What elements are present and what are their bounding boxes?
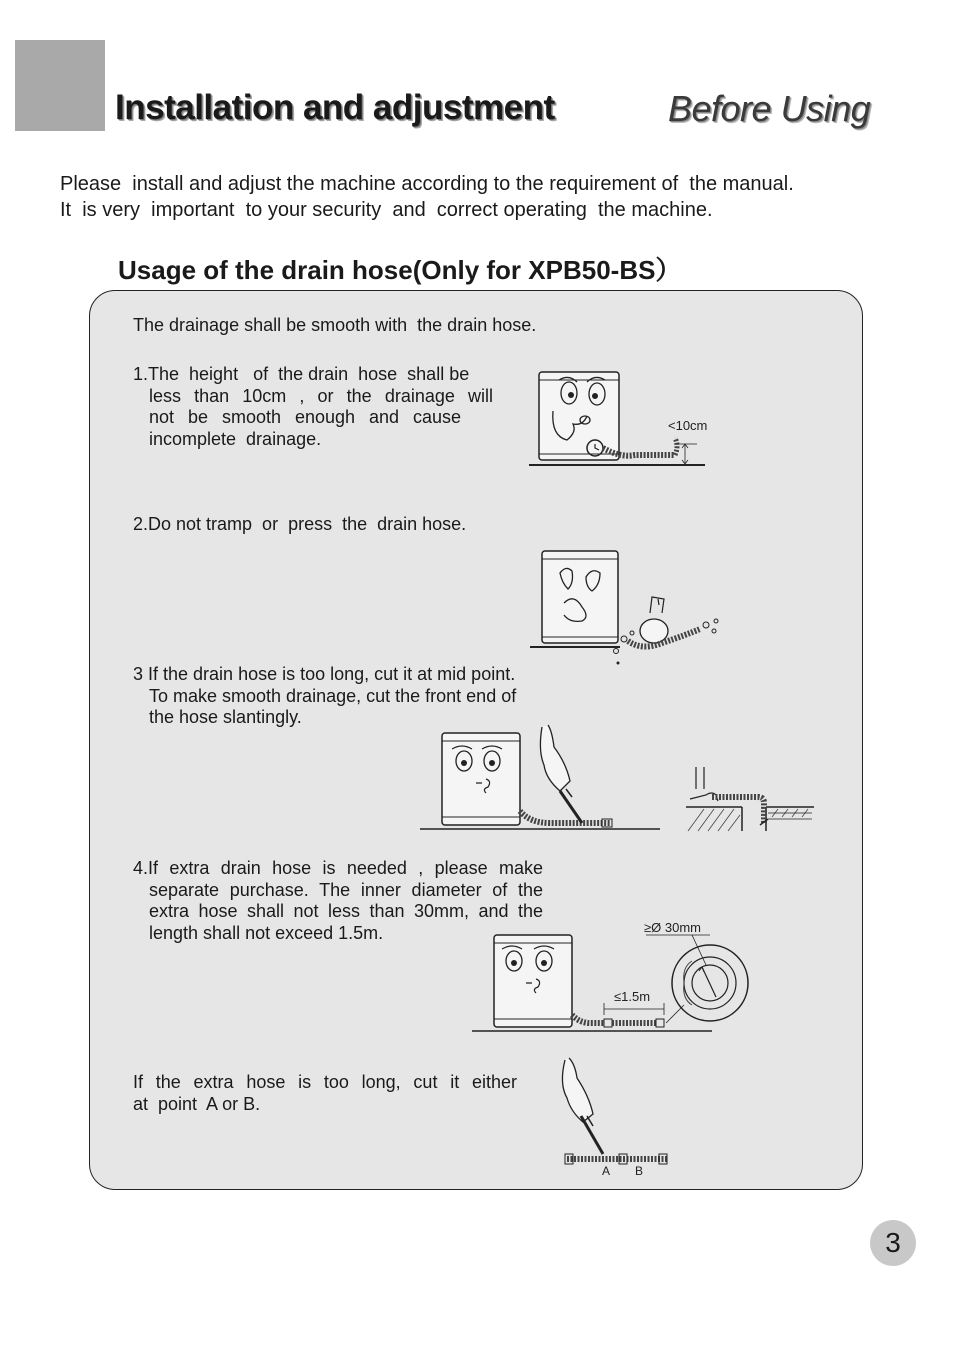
section-title: Before Using: [668, 88, 871, 129]
cut-point-b-label: B: [635, 1164, 644, 1178]
step-5-line: at point A or B.: [133, 1093, 261, 1114]
page-title: Installation and adjustment: [115, 88, 555, 127]
step-4-illustration: [470, 923, 755, 1035]
intro-paragraph: [60, 171, 794, 223]
step-1-line: incomplete drainage.: [149, 428, 322, 449]
panel-lead-text: The drainage shall be smooth with the drain hose.: [133, 315, 537, 335]
intro-line-2: It is very important to your security and correct operating the machine.: [60, 199, 713, 221]
step-3-line: 3 If the drain hose is too long, cut it at mid point.: [133, 664, 516, 684]
step-3-line: the hose slantingly.: [149, 707, 302, 727]
section-subtitle: Usage of the drain hose(Only for XPB50-BS）: [118, 255, 682, 285]
step-1-line: less than 10cm , or the drainage will: [149, 385, 493, 406]
intro-line-1: Please install and adjust the machine according to the requirement of the manual.: [60, 173, 794, 195]
instruction-panel: [89, 290, 863, 1190]
step-2-illustration: [530, 549, 740, 669]
step-1-illustration: [525, 366, 715, 471]
step-4-line: separate purchase. The inner diameter of the: [149, 879, 543, 900]
step-3-line: To make smooth drainage, cut the front end of: [149, 685, 517, 706]
cut-point-a-label: A: [602, 1164, 611, 1178]
step-1-line: 1.The height of the drain hose shall be: [133, 364, 470, 384]
step-4-line: extra hose shall not less than 30mm, and the: [149, 901, 543, 921]
header-gray-block: [15, 40, 105, 131]
step-5-illustration: [555, 1056, 675, 1178]
page-number-badge: [870, 1220, 916, 1266]
max-length-label: ≤1.5m: [614, 989, 651, 1004]
step-3-detail-illustration: [682, 761, 822, 833]
step-4-line: 4.If extra drain hose is needed , please make: [133, 858, 543, 878]
hose-height-label: <10cm: [668, 418, 708, 433]
step-3-illustration: [420, 721, 670, 833]
step-1-line: not be smooth enough and cause: [149, 407, 461, 427]
step-4-line: length shall not exceed 1.5m.: [149, 922, 384, 943]
page-number: 3: [885, 1227, 901, 1258]
min-diameter-label: ≥Ø 30mm: [644, 923, 701, 935]
step-5-line: If the extra hose is too long, cut it either: [133, 1072, 517, 1092]
step-2-text: 2.Do not tramp or press the drain hose.: [133, 514, 467, 534]
